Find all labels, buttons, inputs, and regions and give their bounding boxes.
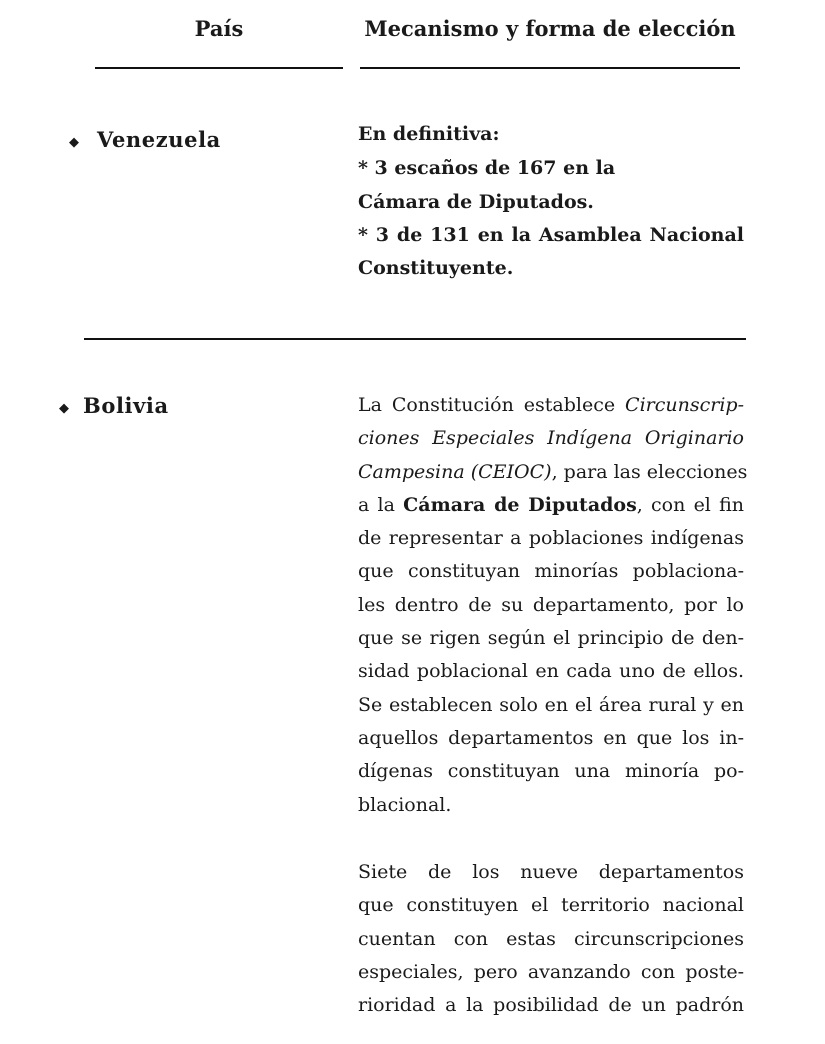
- text-line: a la Cámara de Diputados, con el fin: [358, 493, 744, 516]
- text-line: blacional.: [358, 793, 452, 816]
- text-line: especiales, pero avanzando con poste-: [358, 960, 744, 983]
- text-line: aquellos departamentos en que los in-: [358, 726, 744, 749]
- text-line: sidad poblacional en cada uno de ellos.: [358, 660, 744, 683]
- text-line: Se establecen solo en el área rural y en: [358, 693, 744, 716]
- venezuela-line-2: * 3 escaños de 167 en la: [358, 157, 616, 179]
- text-line: de representar a poblaciones indígenas: [358, 527, 744, 550]
- text-line: La Constitución establece Circunscrip-: [358, 394, 744, 416]
- country-venezuela: Venezuela: [97, 127, 221, 152]
- venezuela-line-3: Cámara de Diputados.: [358, 191, 594, 213]
- bolivia-paragraph-1: [358, 389, 748, 822]
- text-line: cuentan con estas circunscripciones: [358, 927, 744, 950]
- text-line: que se rigen según el principio de den-: [358, 627, 744, 650]
- header-mechanism: Mecanismo y forma de elección: [364, 16, 736, 41]
- country-bolivia: Bolivia: [83, 393, 169, 418]
- text-line: les dentro de su departamento, por lo: [358, 593, 744, 616]
- text-line: que constituyen el territorio nacional: [358, 894, 744, 917]
- header-country: País: [194, 16, 244, 41]
- row-divider: [84, 338, 746, 340]
- venezuela-line-4: * 3 de 131 en la Asamblea Nacional: [358, 224, 744, 246]
- text-line: rioridad a la posibilidad de un padrón: [358, 994, 744, 1017]
- bolivia-paragraph-2: [358, 856, 744, 1022]
- text-line: ciones Especiales Indígena Originario: [358, 427, 744, 450]
- bullet-icon: ◆: [59, 401, 69, 416]
- header-rule-mechanism: [360, 67, 740, 69]
- bullet-icon: ◆: [69, 135, 79, 150]
- text-line: Campesina (CEIOC), para las elecciones: [358, 460, 748, 483]
- text-line: que constituyan minorías poblaciona-: [358, 560, 744, 583]
- text-line: dígenas constituyan una minoría po-: [358, 760, 744, 783]
- venezuela-line-5: Constituyente.: [358, 257, 514, 279]
- text-line: Siete de los nueve departamentos: [358, 861, 744, 883]
- header-rule-country: [95, 67, 343, 69]
- venezuela-line-1: En definitiva:: [358, 123, 500, 145]
